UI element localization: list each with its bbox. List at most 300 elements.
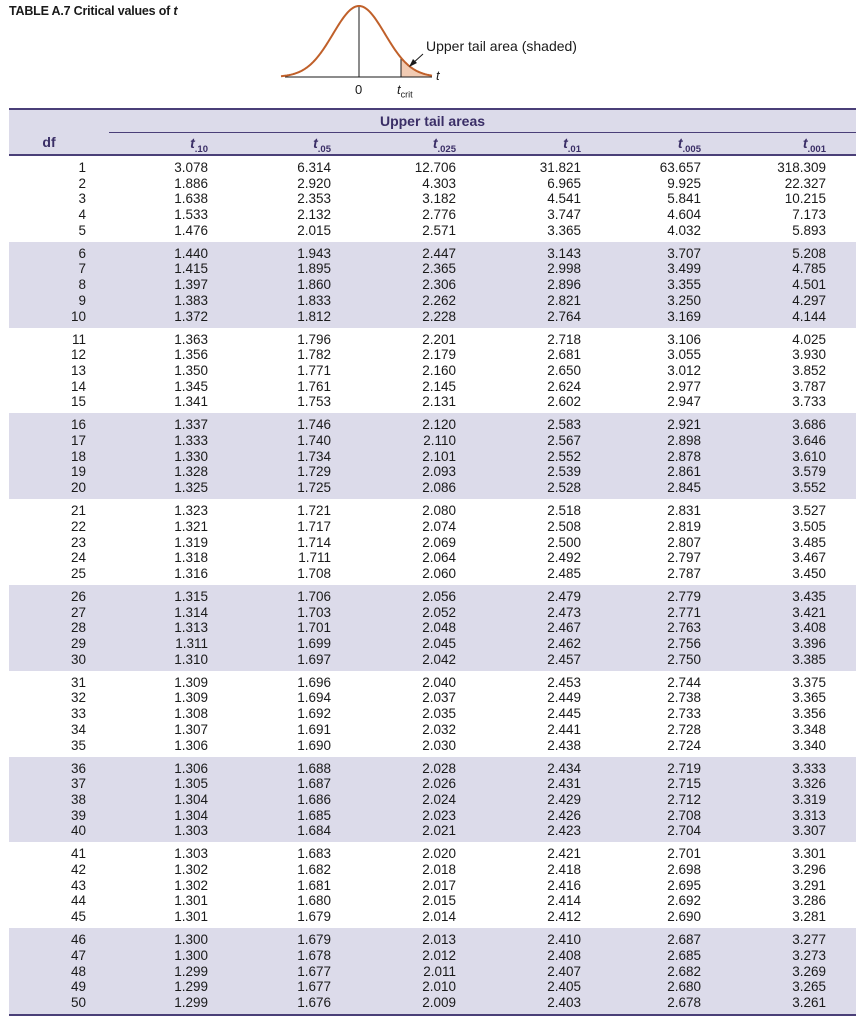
value-cell: 2.552 — [547, 448, 581, 464]
df-cell: 6 — [78, 245, 86, 261]
value-cell: 1.299 — [174, 979, 208, 995]
value-cell: 1.746 — [297, 417, 331, 433]
value-cell: 1.886 — [174, 175, 208, 191]
value-cell: 1.711 — [298, 550, 331, 566]
value-cell: 3.106 — [667, 331, 701, 347]
value-cell: 2.262 — [422, 292, 456, 308]
value-cell: 2.583 — [547, 417, 581, 433]
value-cell: 2.681 — [547, 347, 581, 363]
df-cell: 8 — [78, 277, 86, 293]
value-cell: 1.638 — [174, 191, 208, 207]
value-cell: 3.273 — [792, 947, 826, 963]
value-cell: 2.678 — [667, 994, 701, 1010]
axis-t-label: t — [436, 68, 440, 83]
value-cell: 2.819 — [667, 518, 701, 534]
value-cell: 1.682 — [297, 862, 331, 878]
value-cell: 1.309 — [174, 674, 208, 690]
row-group — [9, 242, 856, 328]
value-cell: 1.895 — [297, 261, 331, 277]
value-cell: 2.508 — [547, 518, 581, 534]
value-cell: 3.250 — [667, 292, 701, 308]
value-cell: 2.030 — [422, 737, 456, 753]
table-row — [9, 464, 856, 480]
value-cell: 3.286 — [792, 893, 826, 909]
df-cell: 5 — [78, 222, 86, 238]
table-row — [9, 964, 856, 980]
value-cell: 3.281 — [792, 909, 826, 925]
tcrit-label — [397, 82, 413, 100]
value-cell: 3.579 — [792, 464, 826, 480]
value-cell: 3.319 — [792, 791, 826, 807]
value-cell: 2.685 — [667, 947, 701, 963]
value-cell: 2.131 — [422, 394, 456, 410]
value-cell: 2.763 — [667, 620, 701, 636]
value-cell: 3.348 — [792, 721, 826, 737]
df-cell: 45 — [70, 909, 86, 925]
value-cell: 3.505 — [792, 518, 826, 534]
value-cell: 2.724 — [667, 737, 701, 753]
table-row — [9, 878, 856, 894]
table-row — [9, 160, 856, 176]
value-cell: 1.337 — [174, 417, 208, 433]
value-cell: 1.725 — [297, 480, 331, 496]
value-cell: 1.333 — [174, 433, 208, 449]
table-row — [9, 309, 856, 325]
value-cell: 2.434 — [547, 760, 581, 776]
df-cell: 4 — [78, 207, 86, 223]
value-cell: 5.208 — [792, 245, 826, 261]
value-cell: 3.296 — [792, 862, 826, 878]
value-cell: 1.302 — [174, 862, 208, 878]
row-group — [9, 413, 856, 499]
table-row — [9, 519, 856, 535]
value-cell: 2.708 — [667, 807, 701, 823]
df-cell: 18 — [70, 448, 86, 464]
value-cell: 2.201 — [422, 331, 456, 347]
df-cell: 35 — [70, 737, 86, 753]
value-cell: 2.412 — [547, 909, 581, 925]
value-cell: 2.132 — [297, 207, 331, 223]
table-row — [9, 223, 856, 239]
value-cell: 1.319 — [174, 534, 208, 550]
value-cell: 2.093 — [422, 464, 456, 480]
table-row — [9, 909, 856, 925]
value-cell: 1.302 — [174, 877, 208, 893]
value-cell: 3.169 — [667, 308, 701, 324]
value-cell: 6.314 — [297, 160, 331, 175]
df-cell: 22 — [70, 518, 86, 534]
table-row — [9, 535, 856, 551]
df-cell: 37 — [70, 776, 86, 792]
value-cell: 1.328 — [174, 464, 208, 480]
value-cell: 2.179 — [422, 347, 456, 363]
df-header: df — [42, 134, 56, 150]
col-header-t001: $t_{.001}$ — [802, 135, 826, 155]
df-cell: 21 — [70, 503, 86, 519]
value-cell: 2.571 — [422, 222, 456, 238]
value-cell: 1.314 — [174, 604, 208, 620]
df-cell: 12 — [70, 347, 86, 363]
value-cell: 1.685 — [297, 807, 331, 823]
value-cell: 4.025 — [792, 331, 826, 347]
value-cell: 1.677 — [297, 979, 331, 995]
value-cell: 2.650 — [547, 362, 581, 378]
value-cell: 3.610 — [792, 448, 826, 464]
value-cell: 2.048 — [422, 620, 456, 636]
value-cell: 2.037 — [422, 690, 456, 706]
value-cell: 2.014 — [422, 909, 456, 925]
df-cell: 19 — [70, 464, 86, 480]
value-cell: 1.680 — [297, 893, 331, 909]
col-header-t10: $t_{.10}$ — [190, 135, 208, 155]
value-cell: 1.678 — [297, 947, 331, 963]
value-cell: 1.476 — [174, 222, 208, 238]
value-cell: 2.920 — [297, 175, 331, 191]
value-cell: 2.042 — [422, 651, 456, 667]
df-cell: 11 — [71, 331, 86, 347]
value-cell: 2.921 — [667, 417, 701, 433]
value-cell: 3.078 — [174, 160, 208, 175]
value-cell: 2.040 — [422, 674, 456, 690]
value-cell: 22.327 — [784, 175, 826, 191]
value-cell: 3.408 — [792, 620, 826, 636]
value-cell: 3.552 — [792, 480, 826, 496]
table-row — [9, 605, 856, 621]
df-cell: 50 — [70, 994, 86, 1010]
table-row — [9, 417, 856, 433]
value-cell: 2.086 — [422, 480, 456, 496]
value-cell: 2.015 — [422, 893, 456, 909]
value-cell: 9.925 — [667, 175, 701, 191]
value-cell: 2.035 — [422, 706, 456, 722]
value-cell: 2.733 — [667, 706, 701, 722]
value-cell: 2.771 — [667, 604, 701, 620]
table-row — [9, 792, 856, 808]
table-row — [9, 675, 856, 691]
value-cell: 5.841 — [667, 191, 701, 207]
value-cell: 2.408 — [547, 947, 581, 963]
df-cell: 17 — [70, 433, 86, 449]
row-group — [9, 671, 856, 757]
value-cell: 2.013 — [422, 932, 456, 948]
df-cell: 1 — [78, 160, 86, 175]
value-cell: 1.306 — [174, 760, 208, 776]
value-cell: 2.682 — [667, 963, 701, 979]
value-cell: 1.761 — [297, 378, 331, 394]
value-cell: 2.020 — [422, 846, 456, 862]
value-cell: 2.160 — [422, 362, 456, 378]
value-cell: 2.807 — [667, 534, 701, 550]
value-cell: 4.785 — [792, 261, 826, 277]
table-row — [9, 261, 856, 277]
value-cell: 3.333 — [792, 760, 826, 776]
table-row — [9, 808, 856, 824]
value-cell: 2.479 — [547, 588, 581, 604]
table-body — [9, 156, 856, 1014]
value-cell: 3.326 — [792, 776, 826, 792]
value-cell: 2.026 — [422, 776, 456, 792]
df-cell: 25 — [70, 565, 86, 581]
row-group — [9, 757, 856, 843]
table-row — [9, 550, 856, 566]
value-cell: 1.683 — [297, 846, 331, 862]
value-cell: 1.301 — [174, 909, 208, 925]
table-row — [9, 347, 856, 363]
value-cell: 3.291 — [792, 877, 826, 893]
value-cell: 1.706 — [297, 588, 331, 604]
value-cell: 2.060 — [422, 565, 456, 581]
value-cell: 1.363 — [174, 331, 208, 347]
value-cell: 1.681 — [297, 877, 331, 893]
value-cell: 2.145 — [422, 378, 456, 394]
value-cell: 7.173 — [792, 207, 826, 223]
value-cell: 1.684 — [297, 823, 331, 839]
row-group — [9, 328, 856, 414]
value-cell: 1.303 — [174, 846, 208, 862]
value-cell: 2.009 — [422, 994, 456, 1010]
table-row — [9, 503, 856, 519]
value-cell: 1.696 — [297, 674, 331, 690]
value-cell: 3.265 — [792, 979, 826, 995]
df-cell: 26 — [70, 588, 86, 604]
value-cell: 1.714 — [297, 534, 331, 550]
value-cell: 1.321 — [174, 518, 208, 534]
row-group — [9, 156, 856, 242]
value-cell: 2.405 — [547, 979, 581, 995]
value-cell: 4.303 — [422, 175, 456, 191]
df-cell: 33 — [70, 706, 86, 722]
value-cell: 2.744 — [667, 674, 701, 690]
bottom-rule — [9, 1014, 856, 1016]
value-cell: 2.120 — [422, 417, 456, 433]
value-cell: 1.397 — [174, 277, 208, 293]
value-cell: 2.845 — [667, 480, 701, 496]
value-cell: 4.144 — [792, 308, 826, 324]
df-cell: 2 — [78, 175, 86, 191]
value-cell: 1.300 — [174, 947, 208, 963]
table-row — [9, 620, 856, 636]
value-cell: 2.056 — [422, 588, 456, 604]
value-cell: 3.307 — [792, 823, 826, 839]
value-cell: 1.679 — [297, 932, 331, 948]
row-group — [9, 499, 856, 585]
value-cell: 2.032 — [422, 721, 456, 737]
value-cell: 10.215 — [784, 191, 826, 207]
table-row — [9, 893, 856, 909]
table-row — [9, 652, 856, 668]
value-cell: 2.421 — [547, 846, 581, 862]
table-row — [9, 207, 856, 223]
value-cell: 2.445 — [547, 706, 581, 722]
value-cell: 3.435 — [792, 588, 826, 604]
value-cell: 1.440 — [174, 245, 208, 261]
value-cell: 3.852 — [792, 362, 826, 378]
df-cell: 30 — [70, 651, 86, 667]
value-cell: 1.782 — [297, 347, 331, 363]
value-cell: 2.492 — [547, 550, 581, 566]
value-cell: 2.353 — [297, 191, 331, 207]
value-cell: 2.021 — [422, 823, 456, 839]
value-cell: 1.721 — [297, 503, 331, 519]
value-cell: 318.309 — [777, 160, 826, 175]
value-cell: 3.313 — [792, 807, 826, 823]
density-curve — [281, 6, 432, 76]
value-cell: 1.688 — [297, 760, 331, 776]
col-header-t005: $t_{.005}$ — [677, 135, 701, 155]
value-cell: 2.306 — [422, 277, 456, 293]
value-cell: 3.930 — [792, 347, 826, 363]
value-cell: 3.356 — [792, 706, 826, 722]
value-cell: 3.012 — [667, 362, 701, 378]
table-row — [9, 246, 856, 262]
df-cell: 15 — [70, 394, 86, 410]
value-cell: 2.064 — [422, 550, 456, 566]
value-cell: 2.518 — [547, 503, 581, 519]
value-cell: 2.023 — [422, 807, 456, 823]
tcrit-sub: crit — [400, 89, 413, 100]
value-cell: 2.500 — [547, 534, 581, 550]
value-cell: 2.228 — [422, 308, 456, 324]
value-cell: 2.110 — [423, 433, 456, 449]
value-cell: 2.797 — [667, 550, 701, 566]
value-cell: 3.301 — [792, 846, 826, 862]
value-cell: 1.860 — [297, 277, 331, 293]
value-cell: 2.015 — [297, 222, 331, 238]
value-cell: 2.692 — [667, 893, 701, 909]
value-cell: 1.313 — [174, 620, 208, 636]
value-cell: 2.947 — [667, 394, 701, 410]
df-cell: 9 — [78, 292, 86, 308]
value-cell: 1.309 — [174, 690, 208, 706]
table-row — [9, 738, 856, 754]
table-row — [9, 706, 856, 722]
table-row — [9, 332, 856, 348]
value-cell: 1.687 — [297, 776, 331, 792]
df-cell: 14 — [70, 378, 86, 394]
value-cell: 2.449 — [547, 690, 581, 706]
value-cell: 3.182 — [422, 191, 456, 207]
value-cell: 1.383 — [174, 292, 208, 308]
upper-tail-label: Upper tail area (shaded) — [426, 38, 577, 54]
col-header-t025: $t_{.025}$ — [432, 135, 456, 155]
df-cell: 43 — [70, 877, 86, 893]
df-cell: 47 — [70, 947, 86, 963]
value-cell: 2.680 — [667, 979, 701, 995]
value-cell: 1.690 — [297, 737, 331, 753]
value-cell: 2.403 — [547, 994, 581, 1010]
value-cell: 2.756 — [667, 636, 701, 652]
value-cell: 2.416 — [547, 877, 581, 893]
value-cell: 2.418 — [547, 862, 581, 878]
table-row — [9, 293, 856, 309]
df-cell: 10 — [70, 308, 86, 324]
tcrit-main: t — [397, 82, 401, 97]
table-row — [9, 176, 856, 192]
value-cell: 2.750 — [667, 651, 701, 667]
row-group — [9, 842, 856, 928]
df-cell: 29 — [70, 636, 86, 652]
value-cell: 2.423 — [547, 823, 581, 839]
value-cell: 1.341 — [174, 394, 208, 410]
value-cell: 2.045 — [422, 636, 456, 652]
table-row — [9, 449, 856, 465]
value-cell: 63.657 — [659, 160, 701, 175]
value-cell: 1.694 — [297, 690, 331, 706]
df-cell: 24 — [70, 550, 86, 566]
value-cell: 2.101 — [422, 448, 456, 464]
value-cell: 2.764 — [547, 308, 581, 324]
value-cell: 2.024 — [422, 791, 456, 807]
value-cell: 2.429 — [547, 791, 581, 807]
value-cell: 2.052 — [422, 604, 456, 620]
value-cell: 1.796 — [297, 331, 331, 347]
value-cell: 1.306 — [174, 737, 208, 753]
value-cell: 2.012 — [422, 947, 456, 963]
table-header — [9, 108, 856, 156]
value-cell: 2.407 — [547, 963, 581, 979]
value-cell: 1.315 — [174, 588, 208, 604]
value-cell: 1.316 — [174, 565, 208, 581]
value-cell: 2.728 — [667, 721, 701, 737]
value-cell: 2.896 — [547, 277, 581, 293]
value-cell: 3.396 — [792, 636, 826, 652]
table-row — [9, 761, 856, 777]
df-cell: 34 — [70, 721, 86, 737]
value-cell: 1.356 — [174, 347, 208, 363]
value-cell: 4.501 — [792, 277, 826, 293]
value-cell: 3.499 — [667, 261, 701, 277]
value-cell: 2.977 — [667, 378, 701, 394]
zero-label: 0 — [355, 82, 363, 97]
value-cell: 2.462 — [547, 636, 581, 652]
title-variable: t — [173, 4, 178, 18]
table-row — [9, 191, 856, 207]
value-cell: 2.410 — [547, 932, 581, 948]
value-cell: 3.450 — [792, 565, 826, 581]
value-cell: 5.893 — [792, 222, 826, 238]
table-row — [9, 636, 856, 652]
value-cell: 2.539 — [547, 464, 581, 480]
df-cell: 38 — [70, 791, 86, 807]
value-cell: 1.771 — [297, 362, 331, 378]
value-cell: 3.385 — [792, 651, 826, 667]
table-row — [9, 433, 856, 449]
value-cell: 1.679 — [297, 909, 331, 925]
value-cell: 2.738 — [667, 690, 701, 706]
df-cell: 40 — [70, 823, 86, 839]
value-cell: 2.821 — [547, 292, 581, 308]
value-cell: 3.527 — [792, 503, 826, 519]
value-cell: 1.299 — [174, 963, 208, 979]
value-cell: 2.567 — [547, 433, 581, 449]
df-cell: 44 — [70, 893, 86, 909]
df-cell: 49 — [70, 979, 86, 995]
table-row — [9, 846, 856, 862]
value-cell: 2.779 — [667, 588, 701, 604]
df-cell: 27 — [70, 604, 86, 620]
value-cell: 2.011 — [423, 963, 456, 979]
value-cell: 1.350 — [174, 362, 208, 378]
table-row — [9, 690, 856, 706]
df-cell: 46 — [70, 932, 86, 948]
df-cell: 41 — [70, 846, 86, 862]
df-cell: 39 — [70, 807, 86, 823]
value-cell: 2.080 — [422, 503, 456, 519]
value-cell: 3.421 — [792, 604, 826, 620]
df-cell: 16 — [70, 417, 86, 433]
value-cell: 1.318 — [174, 550, 208, 566]
table-row — [9, 394, 856, 410]
